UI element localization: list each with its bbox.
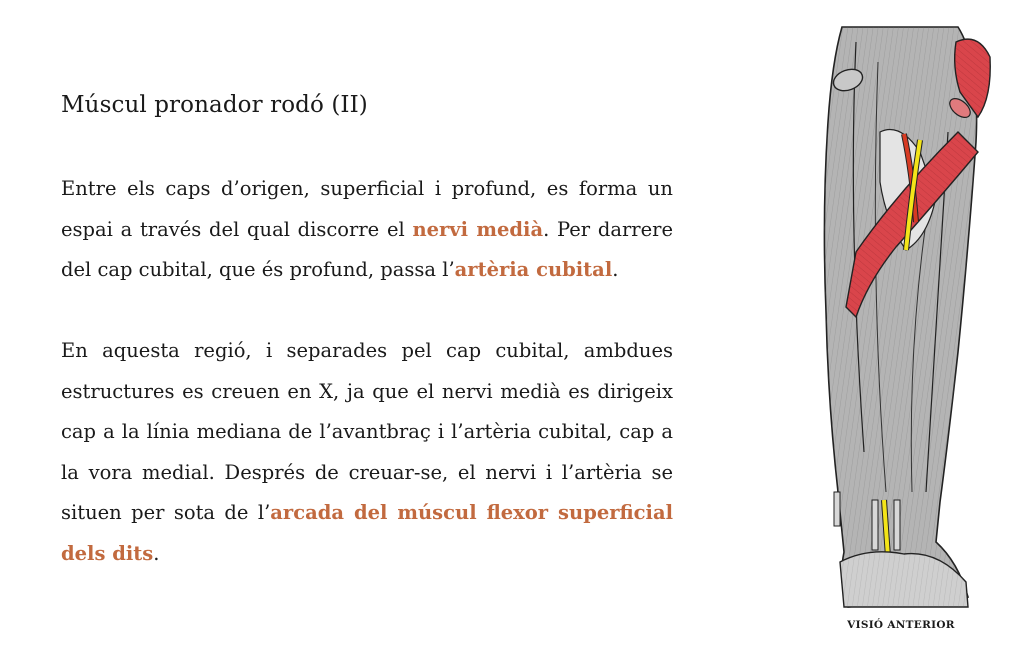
wrist-tendon <box>894 500 900 550</box>
forearm-anterior-illustration <box>808 22 994 612</box>
term-nervi-media: nervi medià <box>412 217 544 241</box>
paragraph-crossing <box>61 331 673 574</box>
term-arcada-flexor: arcada del múscul flexor superficial dels dits <box>61 501 674 565</box>
text-segment: . <box>612 258 619 281</box>
text-segment: Entre els caps d’origen, superficial i profund, es forma un espai a través del qual discorre el <box>61 177 673 241</box>
wrist-tendon <box>872 500 878 550</box>
text-segment: . Per darrere del cap cubital, que és profund, passa l’ <box>61 217 674 281</box>
paragraph-nerve-artery-passage <box>61 169 673 291</box>
figure-caption: VISIÓ ANTERIOR <box>847 619 955 631</box>
page-title: Múscul pronador rodó (II) <box>61 92 368 118</box>
term-arteria-cubital: artèria cubital <box>454 258 613 281</box>
text-segment: En aquesta regió, i separades pel cap cubital, ambdues estructures es creuen en X, ja que el nervi medià es dirigeix cap a la línia mediana de l’avantbraç i l’artèria cubital, cap a la vora medial. Després de creuar-se, el nervi i l’artèria se situen per sota de l’ <box>61 339 673 524</box>
text-segment: . <box>153 541 160 565</box>
wrist-tendon <box>834 492 840 526</box>
